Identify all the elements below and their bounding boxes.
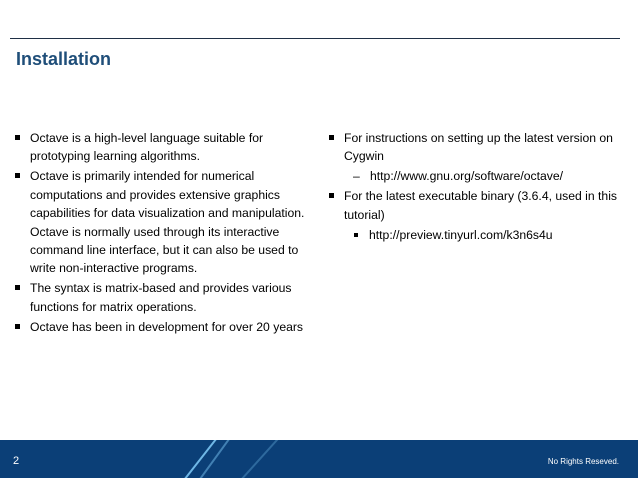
footer-light-streak	[236, 440, 284, 478]
sub-bullet-item	[328, 167, 628, 185]
small-square-bullet-icon	[354, 233, 358, 237]
bullet-item	[328, 187, 628, 224]
bullet-item	[14, 167, 306, 277]
right-content-column	[328, 129, 628, 244]
title-divider	[10, 38, 620, 39]
tinyurl-link[interactable]: http://preview.tinyurl.com/k3n6s4u	[369, 227, 553, 242]
sub-sub-bullet-item	[328, 226, 628, 244]
left-content-column	[14, 129, 306, 338]
bullet-text: The syntax is matrix-based and provides various functions for matrix operations.	[30, 281, 292, 314]
left-bullet-list	[14, 129, 306, 336]
page-number: 2	[13, 455, 20, 467]
square-bullet-icon	[15, 173, 20, 178]
bullet-text: For the latest executable binary (3.6.4, used in this tutorial)	[344, 189, 618, 222]
bullet-item	[14, 129, 306, 166]
copyright-notice: No Rights Reseved.	[547, 457, 619, 466]
gnu-octave-link[interactable]: http://www.gnu.org/software/octave/	[370, 169, 564, 184]
bullet-text: For instructions on setting up the latest version on Cygwin	[344, 131, 613, 164]
square-bullet-icon	[15, 135, 20, 140]
right-bullet-list	[328, 129, 628, 244]
bullet-item	[14, 279, 306, 316]
square-bullet-icon	[329, 135, 334, 140]
square-bullet-icon	[15, 324, 20, 329]
square-bullet-icon	[15, 285, 20, 290]
bullet-text: Octave has been in development for over 20 years	[30, 319, 304, 334]
bullet-item	[328, 129, 628, 166]
bullet-text: Octave is a high-level language suitable for prototyping learning algorithms.	[30, 131, 264, 164]
slide-title: Installation	[16, 49, 112, 69]
dash-bullet-icon: –	[353, 169, 360, 184]
footer-light-streak	[175, 440, 244, 478]
bullet-item	[14, 318, 306, 336]
square-bullet-icon	[329, 193, 334, 198]
footer-bar	[0, 440, 638, 478]
bullet-text: Octave is primarily intended for numerical computations and provides extensive graphics capabilities for data visualization and manipulation. Octave is normally used through its interactive command line interface, but it can also be used to write non-interactive programs.	[30, 169, 305, 276]
